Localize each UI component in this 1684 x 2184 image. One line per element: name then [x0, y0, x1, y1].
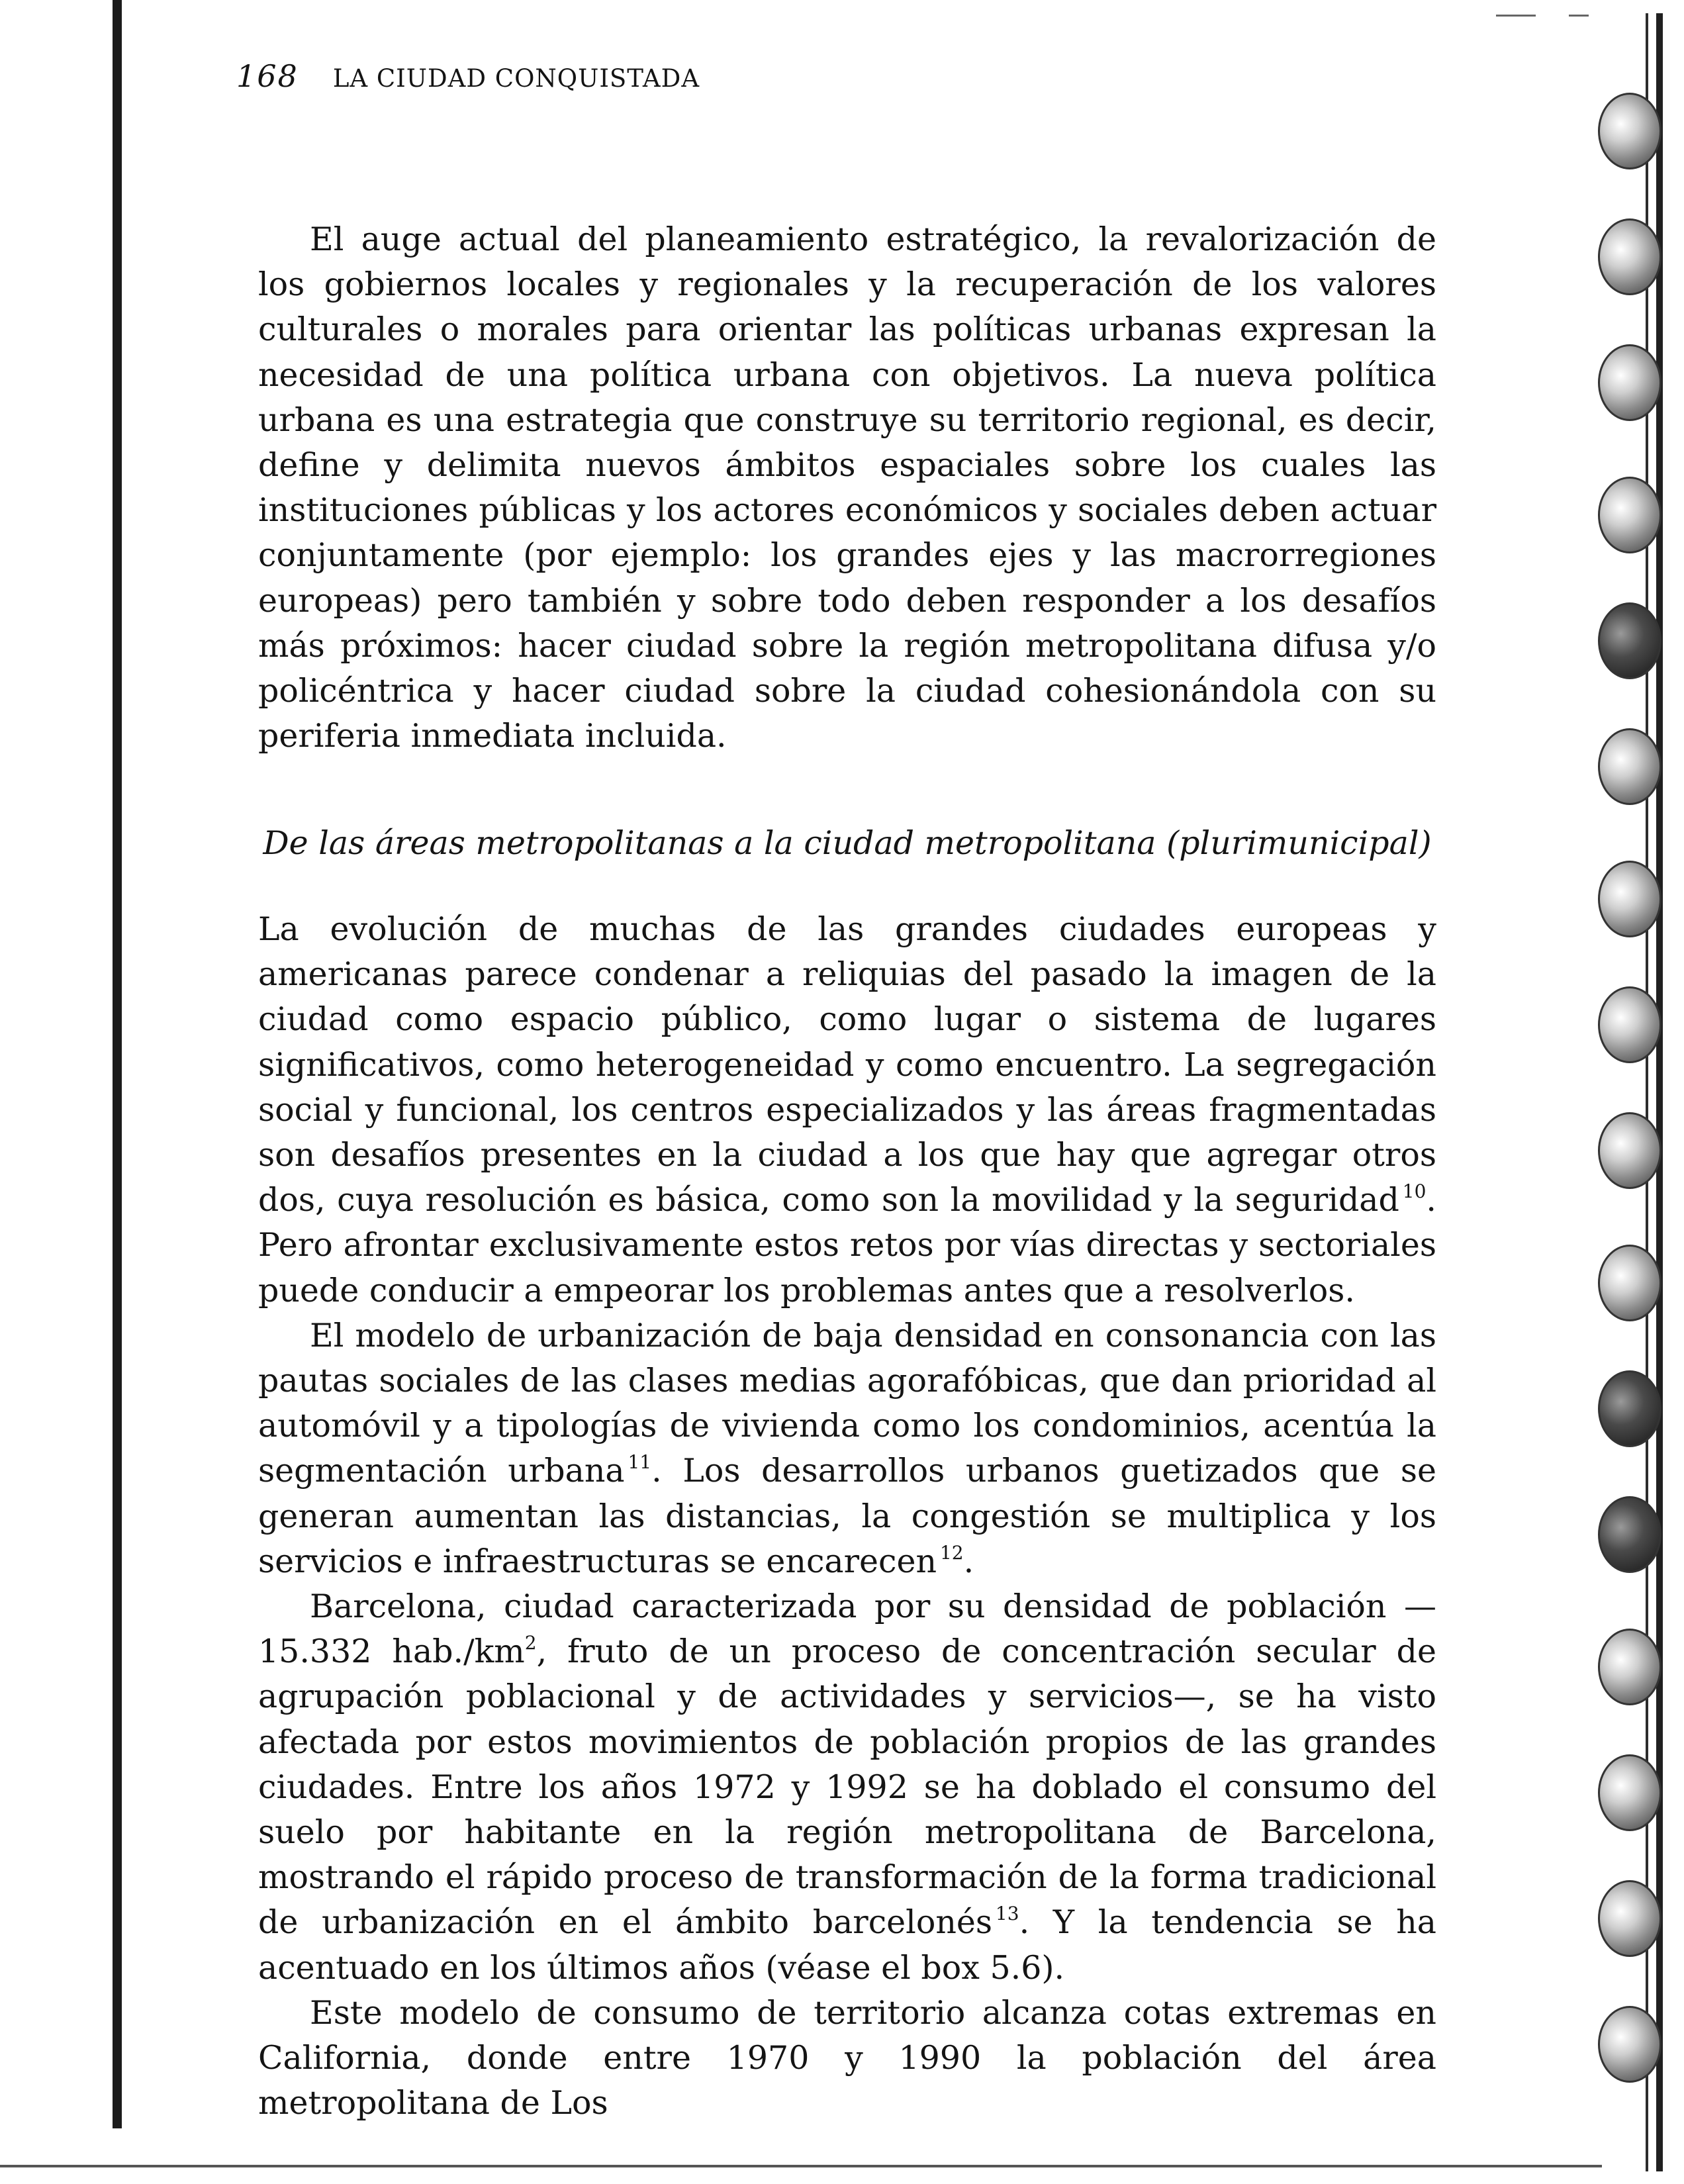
page-number: 168: [236, 58, 299, 94]
paragraph-3: [258, 1584, 1436, 1991]
running-title: LA CIUDAD CONQUISTADA: [332, 64, 700, 93]
binding-ring: [1598, 1754, 1661, 1831]
paragraph-text: Este modelo de consumo de territorio alcanza cotas extremas en California, donde entre 1970 y 1990 la población del área metropolitana de Los: [258, 1993, 1436, 2122]
binding-ring: [1598, 1880, 1661, 1957]
section-body: [258, 907, 1436, 2126]
paragraph-text: La evolución de muchas de las grandes ciudades europeas y americanas parece condenar a reliquias del pasado la imagen de la ciudad como espacio público, como lugar o sistema de lugares significativos, como heterogeneidad y como encuentro. La segregación social y funcional, los centros especializados y las áreas fragmentadas son desafíos presentes en la ciudad a los que hay que agregar otros dos, cuya resolución es básica, como son la movilidad y la seguridad: [258, 910, 1436, 1219]
paragraph-2: [258, 1313, 1436, 1584]
binding-ring: [1598, 1496, 1661, 1573]
paragraph-4: [258, 1991, 1436, 2126]
binding-ring: [1598, 602, 1661, 679]
footnote-ref: 11: [628, 1451, 652, 1474]
binding-ring: [1598, 1245, 1661, 1321]
paragraph-text: .: [963, 1542, 974, 1580]
intro-paragraph: El auge actual del planeamiento estratégico, la revalorización de los gobiernos locales y regionales y la recuperación de los valores culturales o morales para orientar las políticas urbanas expresan la necesidad de una política urbana con objetivos. La nueva política urbana es una estrategia que construye su territorio regional, es decir, define y delimita nuevos ámbitos espaciales sobre los cuales las instituciones públicas y los actores económicos y sociales deben actuar conjuntamente (por ejemplo: los grandes ejes y las macrorregiones europeas) pero también y sobre todo deben responder a los desafíos más próximos: hacer ciudad sobre la región metropolitana difusa y/o policéntrica y hacer ciudad sobre la ciudad cohesionándola con su periferia inmediata incluida.: [258, 220, 1436, 755]
paragraph-1: [258, 907, 1436, 1313]
footnote-ref: 12: [939, 1541, 964, 1564]
spiral-binding: [1595, 0, 1684, 2184]
superscript-exponent: 2: [524, 1632, 537, 1654]
binding-ring: [1598, 93, 1661, 169]
section-heading: De las áreas metropolitanas a la ciudad metropolitana (plurimunicipal): [263, 824, 1432, 862]
binding-ring: [1598, 728, 1661, 805]
paragraph-text: . Pero afrontar exclusivamente estos retos por vías directas y sectoriales puede conducir a empeorar los problemas antes que a resolverlos.: [258, 1181, 1436, 1309]
paragraph-text: El modelo de urbanización de baja densidad en consonancia con las pautas sociales de las clases medias agorafóbicas, que dan prioridad al automóvil y a tipologías de vivienda como los condominios, acentúa la segmentación urbana: [258, 1316, 1436, 1490]
paragraph-text: Barcelona, ciudad caracterizada por su densidad de población —15.332 hab./km: [258, 1588, 1436, 1671]
binding-ring: [1598, 1370, 1661, 1447]
scan-bottom-edge-line: [0, 2165, 1602, 2167]
scan-top-mark: [1569, 15, 1589, 17]
footnote-ref: 13: [995, 1903, 1019, 1925]
binding-rail: [1656, 13, 1663, 2171]
paragraph-text: . Y la tendencia se ha acentuado en los últimos años (véase el box 5.6).: [258, 1903, 1436, 1987]
scan-left-margin-line: [113, 0, 122, 2128]
binding-ring: [1598, 861, 1661, 937]
binding-ring: [1598, 1629, 1661, 1705]
intro-text-block: [258, 217, 1436, 759]
scan-top-mark: [1496, 15, 1536, 17]
binding-ring: [1598, 477, 1661, 553]
binding-ring: [1598, 218, 1661, 295]
running-head: [236, 58, 1163, 105]
binding-ring: [1598, 2006, 1661, 2083]
binding-rail: [1646, 13, 1648, 2171]
paragraph-text: . Los desarrollos urbanos guetizados que se generan aumentan las distancias, la congestión se multiplica y los servicios e infraestructuras se encarecen: [258, 1452, 1436, 1580]
paragraph-text: , fruto de un proceso de concentración secular de agrupación poblacional y de actividades y servicios—, se ha visto afectada por estos movimientos de población propios de las grandes ciudades. Entre los años 1972 y 1992 se ha doblado el consumo del suelo por habitante en la región metropolitana de Barcelona, mostrando el rápido proceso de transformación de la forma tradicional de urbanización en el ámbito barcelonés: [258, 1633, 1436, 1942]
binding-ring: [1598, 986, 1661, 1063]
binding-ring: [1598, 1112, 1661, 1189]
footnote-ref: 10: [1402, 1180, 1427, 1203]
binding-ring: [1598, 344, 1661, 421]
